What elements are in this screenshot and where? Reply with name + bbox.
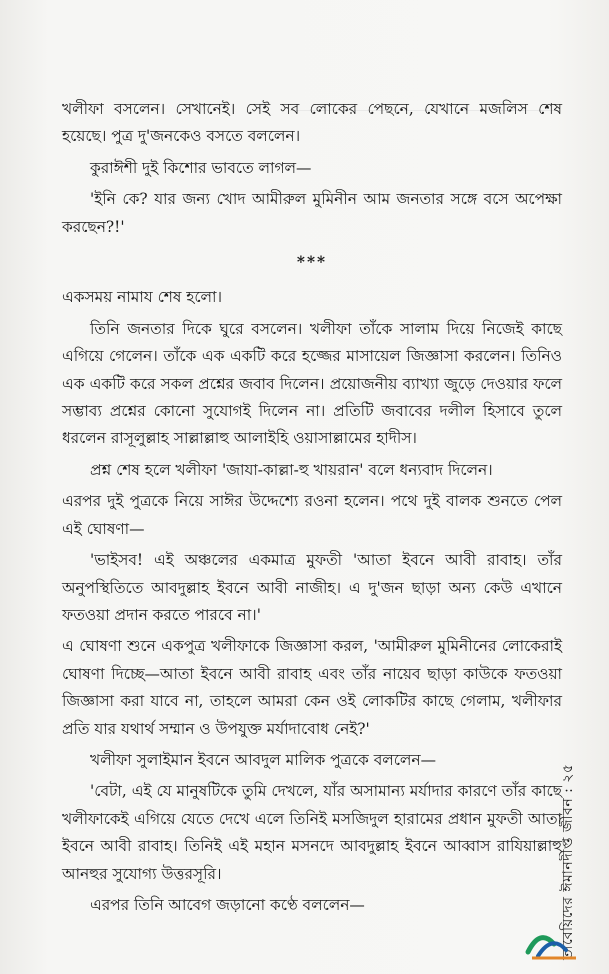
publisher-logo-icon bbox=[520, 922, 590, 962]
paragraph-7: এরপর দুই পুত্রকে নিয়ে সাঈর উদ্দেশ্যে রওনা হলেন। পথে দুই বালক শুনতে পেল এই ঘোষণা— bbox=[62, 492, 562, 538]
paragraph-1: খলীফা বসলেন। সেখানেই। সেই সব লোকের পেছনে, যেখানে মজলিস শেষ হয়েছে। পুত্র দু'জনকেও বসতে বললেন। bbox=[62, 100, 562, 146]
paragraph-5: তিনি জনতার দিকে ঘুরে বসলেন। খলীফা তাঁকে সালাম দিয়ে নিজেই কাছে এগিয়ে গেলেন। তাঁকে এক একটি করে হজ্জের মাসায়েল জিজ্ঞাসা করলেন। তিনিও এক একটি করে সকল প্রশ্নের জবাব দিলেন। প্রয়োজনীয় ব্যাখ্যা জুড়ে দেওয়ার ফলে সম্ভাব্য প্রশ্নের কোনো সুযোগই দিলেন না। প্রতিটি জবাবের দলীল হিসাবে তুলে ধরলেন রাসূলুল্লাহ সাল্লাল্লাহু আলাইহি ওয়াসাল্লামের হাদীস। bbox=[62, 319, 562, 448]
paragraph-8: 'ভাইসব! এই অঞ্চলের একমাত্র মুফতী 'আতা ইবনে আবী রাবাহ। তাঁর অনুপস্থিতিতে আবদুল্লাহ ইবনে আবী নাজীহ। এ দু'জন ছাড়া অন্য কেউ এখানে ফতওয়া প্রদান করতে পারবে না।' bbox=[62, 551, 562, 624]
section-separator: *** bbox=[296, 253, 328, 272]
paragraph-10: খলীফা সুলাইমান ইবনে আবদুল মালিক পুত্রকে বললেন— bbox=[90, 750, 436, 769]
page-body bbox=[62, 96, 562, 923]
paragraph-11: 'বেটা, এই যে মানুষটিকে তুমি দেখলে, যাঁর অসামান্য মর্যাদার কারণে তাঁর কাছে খলীফাকেই এগিয়ে যেতে দেখে এলে তিনিই মসজিদুল হারামের প্রধান মুফতী আতা ইবনে আবী রাবাহ। তিনিই এই মহান মসনদে আবদুল্লাহ ইবনে আব্বাস রাযিয়াল্লাহু আনহুর সুযোগ্য উত্তরসূরি। bbox=[62, 782, 562, 883]
paragraph-3: 'ইনি কে? যার জন্য খোদ আমীরুল মুমিনীন আম জনতার সঙ্গে বসে অপেক্ষা করছেন?!' bbox=[62, 190, 562, 236]
paragraph-4: একসময় নামায শেষ হলো। bbox=[62, 288, 222, 307]
running-title-page-number: তাবেয়িদের ঈমানদীপ্ত জীবন : ২৫ bbox=[560, 763, 576, 960]
paragraph-9: এ ঘোষণা শুনে একপুত্র খলীফাকে জিজ্ঞাসা করল, 'আমীরুল মুমিনীনের লোকেরাই ঘোষণা দিচ্ছে—আতা ইবনে আবী রাবাহ এবং তাঁর নায়েব ছাড়া কাউকে ফতওয়া জিজ্ঞাসা করা যাবে না, তাহলে আমরা কেন ওই লোকটির কাছে গেলাম, খলীফার প্রতি যার যথার্থ সম্মান ও উপযুক্ত মর্যাদাবোধ নেই?' bbox=[62, 637, 562, 738]
paragraph-6: প্রশ্ন শেষ হলে খলীফা 'জাযা-কাল্লা-হু খায়রান' বলে ধন্যবাদ দিলেন। bbox=[90, 460, 493, 479]
paragraph-2: কুরাঈশী দুই কিশোর ভাবতে লাগল— bbox=[90, 158, 312, 177]
paragraph-12: এরপর তিনি আবেগ জড়ানো কণ্ঠে বললেন— bbox=[90, 895, 365, 914]
